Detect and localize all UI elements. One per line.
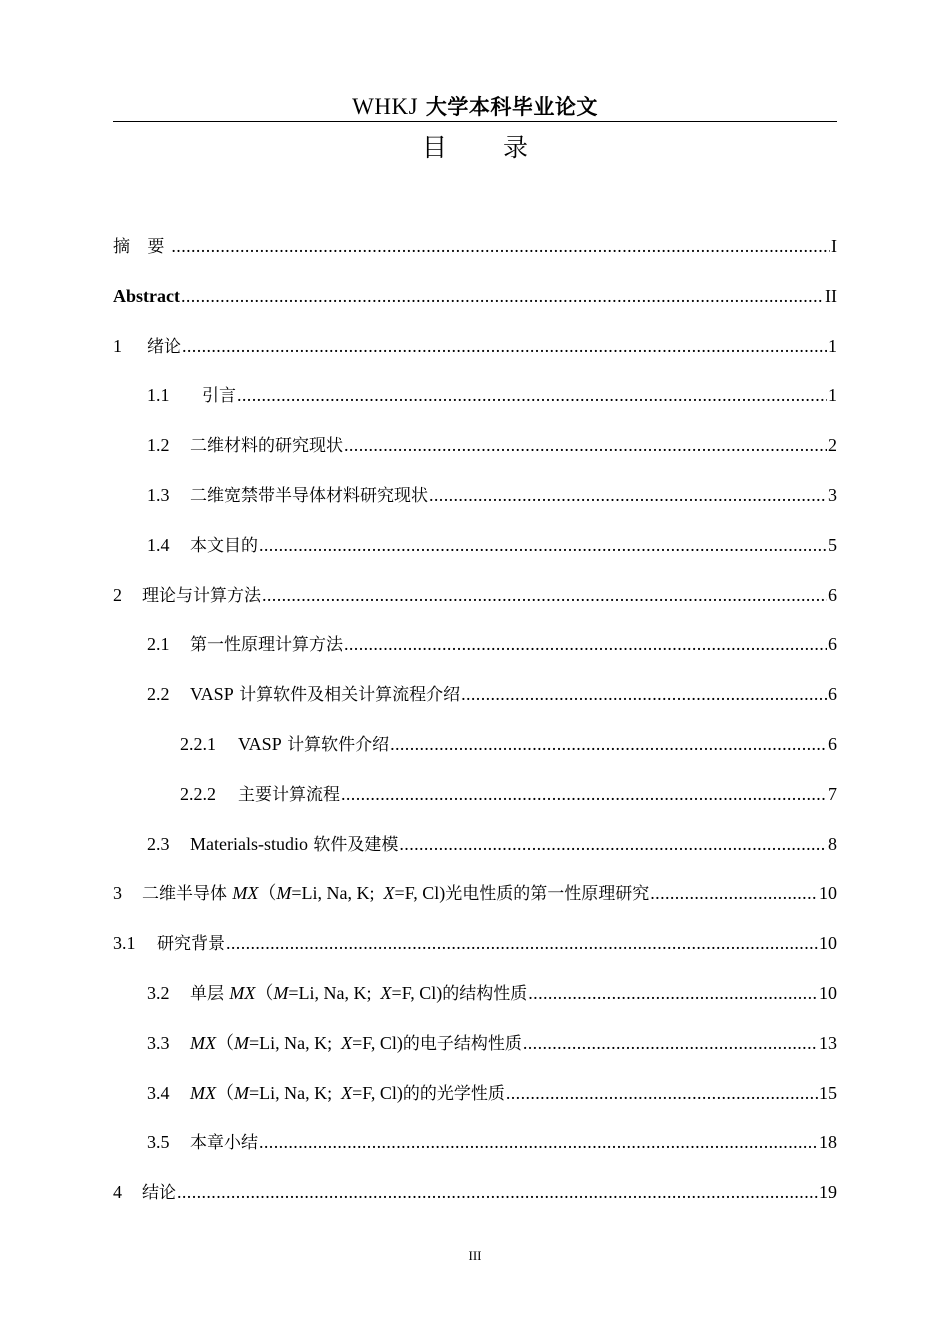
toc-title-cjk: 二维半导体 bbox=[142, 884, 233, 905]
toc-entry-page: 8 bbox=[828, 833, 837, 854]
toc-title-formula: M bbox=[234, 1032, 249, 1053]
toc-leader bbox=[399, 820, 827, 870]
toc-entry-title: 绪论 bbox=[147, 336, 181, 357]
toc-entry-page: 6 bbox=[828, 584, 837, 605]
toc-entry-number: 1 bbox=[113, 335, 122, 356]
table-of-contents bbox=[113, 222, 837, 1218]
toc-entry-number: 3.1 bbox=[113, 933, 136, 954]
toc-leader bbox=[344, 620, 827, 670]
toc-title-latin: =F, Cl) bbox=[352, 1032, 403, 1053]
toc-entry-title: 二维宽禁带半导体材料研究现状 bbox=[190, 485, 428, 506]
toc-entry-number: 4 bbox=[113, 1182, 122, 1203]
toc-entry-title: 二维材料的研究现状 bbox=[190, 436, 343, 457]
toc-entry-page: 6 bbox=[828, 684, 837, 705]
toc-title-latin: =F, Cl) bbox=[394, 883, 446, 904]
toc-entry-page: 3 bbox=[828, 484, 837, 505]
toc-leader bbox=[226, 919, 818, 969]
toc-entry-2-1[interactable] bbox=[113, 620, 837, 670]
toc-title-cjk: 的结构性质 bbox=[442, 983, 528, 1004]
toc-entry-title: 研究背景 bbox=[157, 934, 225, 955]
toc-entry-title bbox=[190, 1069, 505, 1120]
toc-title-latin: （ bbox=[258, 883, 277, 904]
toc-title-formula: X bbox=[380, 982, 392, 1003]
toc-entry-title: 本文目的 bbox=[190, 535, 258, 556]
toc-leader bbox=[259, 521, 827, 571]
toc-entry-title bbox=[238, 720, 389, 771]
toc-entry-2-2-2[interactable] bbox=[113, 770, 837, 820]
toc-leader bbox=[259, 1118, 818, 1168]
toc-title-latin: =Li, Na, K; bbox=[288, 982, 381, 1003]
toc-entry-title: 第一性原理计算方法 bbox=[190, 635, 343, 656]
toc-leader bbox=[181, 272, 824, 322]
toc-title-latin: =F, Cl) bbox=[391, 982, 443, 1003]
toc-entry-page: I bbox=[831, 236, 837, 256]
toc-leader bbox=[171, 222, 830, 272]
toc-title-formula: M bbox=[234, 1082, 249, 1103]
toc-title-cjk: 光电性质的第一性原理研究 bbox=[445, 884, 650, 905]
toc-leader bbox=[650, 869, 818, 919]
toc-title-latin: =Li, Na, K; bbox=[249, 1082, 342, 1103]
toc-entry-2[interactable] bbox=[113, 571, 837, 621]
toc-title-cjk: 计算软件介绍 bbox=[281, 734, 390, 755]
toc-entry-abstract-cn[interactable] bbox=[113, 222, 837, 272]
toc-entry-number: 3.4 bbox=[147, 1082, 170, 1103]
toc-entry-number: 3.3 bbox=[147, 1032, 170, 1053]
toc-entry-page: 6 bbox=[828, 634, 837, 655]
running-header-latin: WHKJ bbox=[352, 94, 419, 119]
toc-title-formula: X bbox=[383, 883, 395, 904]
toc-leader bbox=[528, 969, 818, 1019]
toc-leader bbox=[182, 322, 827, 372]
toc-entry-page: 10 bbox=[819, 933, 837, 954]
toc-title-latin: =Li, Na, K; bbox=[291, 883, 384, 904]
toc-leader bbox=[506, 1069, 818, 1119]
toc-entry-number: 2.3 bbox=[147, 833, 170, 854]
page-number: III bbox=[468, 1248, 482, 1263]
toc-entry-title: Abstract bbox=[113, 285, 180, 306]
toc-leader bbox=[523, 1019, 818, 1069]
toc-title-latin: Materials-studio bbox=[190, 833, 308, 854]
toc-entry-number: 2.2 bbox=[147, 684, 170, 705]
toc-entry-page: 18 bbox=[819, 1132, 837, 1153]
toc-entry-4[interactable] bbox=[113, 1168, 837, 1218]
toc-entry-number: 1.3 bbox=[147, 484, 170, 505]
toc-entry-number: 3.5 bbox=[147, 1132, 170, 1153]
running-header bbox=[113, 94, 837, 122]
toc-entry-page: II bbox=[825, 285, 837, 306]
toc-entry-number: 3.2 bbox=[147, 982, 170, 1003]
toc-entry-page: 2 bbox=[828, 435, 837, 456]
toc-entry-title bbox=[190, 969, 527, 1020]
toc-entry-number: 2 bbox=[113, 584, 122, 605]
toc-entry-title: 主要计算流程 bbox=[238, 784, 340, 805]
toc-leader bbox=[262, 571, 827, 621]
toc-entry-3-2[interactable] bbox=[113, 969, 837, 1019]
running-header-cjk: 大学本科毕业论文 bbox=[418, 95, 598, 119]
toc-entry-page: 15 bbox=[819, 1082, 837, 1103]
toc-entry-title bbox=[190, 1019, 522, 1070]
toc-title-latin: =Li, Na, K; bbox=[249, 1032, 342, 1053]
toc-leader bbox=[344, 421, 827, 471]
toc-title-latin: （ bbox=[216, 1032, 234, 1053]
toc-entry-page: 6 bbox=[828, 733, 837, 754]
toc-entry-page: 13 bbox=[819, 1032, 837, 1053]
toc-entry-number: 3 bbox=[113, 883, 122, 904]
toc-title-cjk: 单层 bbox=[190, 983, 230, 1004]
toc-entry-3-3[interactable] bbox=[113, 1019, 837, 1069]
toc-leader bbox=[341, 770, 827, 820]
toc-title-latin: =F, Cl) bbox=[352, 1082, 403, 1103]
toc-entry-number: 1.4 bbox=[147, 534, 170, 555]
toc-entry-title bbox=[142, 869, 649, 920]
toc-title-formula: MX bbox=[190, 1032, 216, 1053]
toc-entry-page: 5 bbox=[828, 534, 837, 555]
header-rule bbox=[113, 121, 837, 122]
toc-leader bbox=[390, 720, 827, 770]
toc-entry-1-1[interactable] bbox=[113, 371, 837, 421]
toc-leader bbox=[429, 471, 827, 521]
toc-entry-number: 2.2.2 bbox=[180, 783, 216, 804]
toc-title-latin: VASP bbox=[190, 684, 234, 705]
toc-entry-page: 19 bbox=[819, 1182, 837, 1203]
toc-entry-page: 7 bbox=[828, 783, 837, 804]
toc-title-latin: VASP bbox=[238, 733, 282, 754]
toc-title-formula: MX bbox=[229, 982, 256, 1003]
toc-title-latin: （ bbox=[255, 982, 274, 1003]
toc-leader bbox=[461, 670, 827, 720]
toc-entry-1-2[interactable] bbox=[113, 421, 837, 471]
toc-title-formula: MX bbox=[232, 883, 259, 904]
toc-entry-page: 1 bbox=[828, 335, 837, 356]
toc-entry-2-3[interactable] bbox=[113, 820, 837, 870]
toc-entry-title: 引言 bbox=[202, 386, 236, 407]
toc-entry-number: 1.1 bbox=[147, 385, 170, 406]
toc-entry-1-4[interactable] bbox=[113, 521, 837, 571]
toc-entry-title bbox=[190, 670, 460, 721]
toc-title-latin: （ bbox=[216, 1082, 234, 1103]
toc-title-cjk: 的的光学性质 bbox=[402, 1083, 505, 1104]
toc-entry-abstract-en[interactable] bbox=[113, 272, 837, 322]
toc-title-cjk: 计算软件及相关计算流程介绍 bbox=[233, 685, 461, 706]
toc-entry-title: 本章小结 bbox=[190, 1133, 258, 1154]
toc-entry-page: 10 bbox=[819, 982, 837, 1003]
toc-title-cjk: 的电子结构性质 bbox=[402, 1033, 522, 1054]
toc-entry-title: 结论 bbox=[142, 1183, 176, 1204]
toc-entry-number: 2.2.1 bbox=[180, 733, 216, 754]
toc-title-formula: X bbox=[341, 1082, 353, 1103]
toc-entry-1[interactable] bbox=[113, 322, 837, 372]
toc-entry-page: 1 bbox=[828, 385, 837, 406]
toc-title: 目 录 bbox=[422, 133, 552, 162]
toc-entry-number: 1.2 bbox=[147, 435, 170, 456]
toc-entry-3[interactable] bbox=[113, 869, 837, 919]
toc-entry-page: 10 bbox=[819, 883, 837, 904]
toc-entry-3-4[interactable] bbox=[113, 1069, 837, 1119]
toc-title-cjk: 软件及建模 bbox=[307, 834, 399, 855]
toc-entry-1-3[interactable] bbox=[113, 471, 837, 521]
toc-entry-title: 理论与计算方法 bbox=[142, 585, 261, 606]
toc-title-formula: MX bbox=[190, 1082, 216, 1103]
toc-entry-3-1[interactable] bbox=[113, 919, 837, 969]
toc-entry-title bbox=[190, 820, 398, 871]
toc-entry-number: 2.1 bbox=[147, 634, 170, 655]
toc-entry-3-5[interactable] bbox=[113, 1118, 837, 1168]
toc-leader bbox=[177, 1168, 818, 1218]
toc-entry-title: 摘 要 bbox=[113, 237, 171, 257]
toc-title-formula: M bbox=[276, 883, 292, 904]
toc-title-formula: X bbox=[341, 1032, 353, 1053]
toc-leader bbox=[237, 371, 827, 421]
toc-entry-2-2[interactable] bbox=[113, 670, 837, 720]
toc-entry-2-2-1[interactable] bbox=[113, 720, 837, 770]
toc-title-formula: M bbox=[273, 982, 289, 1003]
